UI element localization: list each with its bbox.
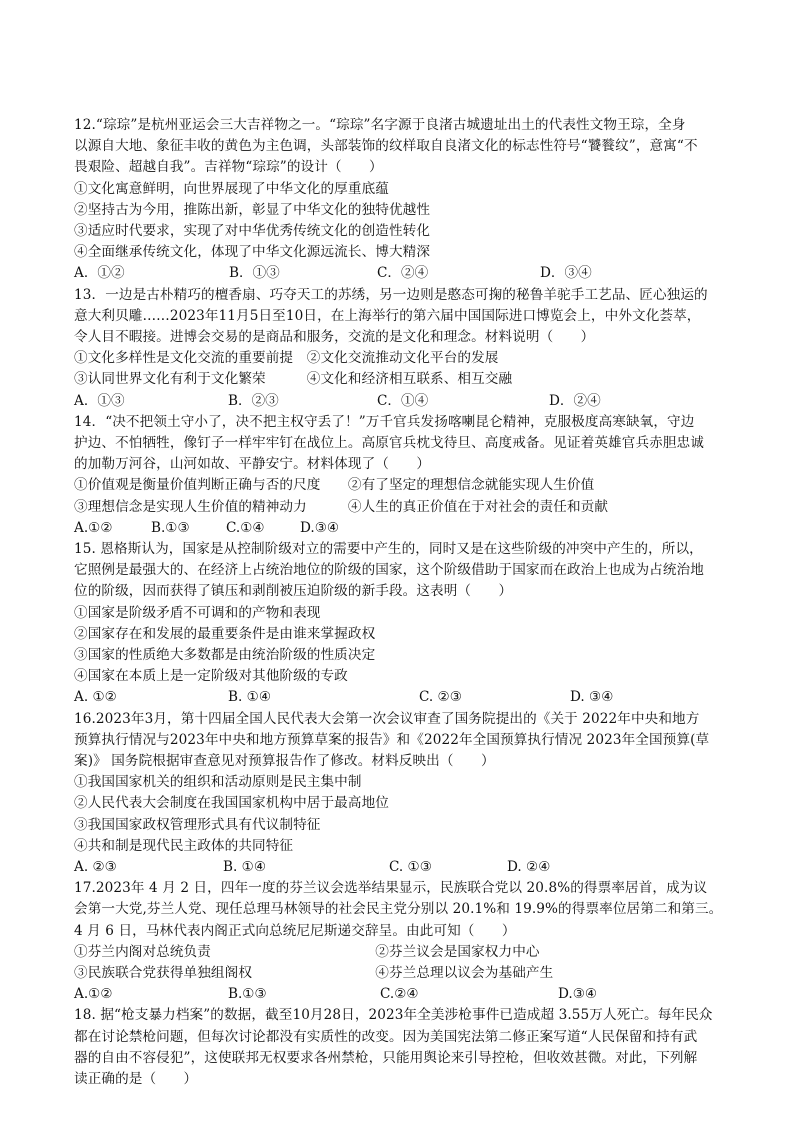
answer-option[interactable]: D. ②④ xyxy=(507,859,551,876)
question-stem-line: 14．“决不把领土守小了，决不把主权守丢了！”万千官兵发扬喀喇昆仑精神，克服极度高寒缺氧，守边 xyxy=(74,413,695,430)
answer-options xyxy=(74,518,724,539)
question-stem-line: 器的自由不容侵犯”，这使联邦无权要求各州禁枪，只能用舆论来引导控枪，但收效甚微。对此，下列解 xyxy=(74,1049,698,1066)
statement-item: ③我国国家政权管理形式具有代议制特征 xyxy=(74,816,321,833)
question-q16 xyxy=(74,709,724,879)
answer-options xyxy=(74,857,724,878)
question-stem-line: 17.2023年 4 月 2 日，四年一度的芬兰议会选举结果显示，民族联合党以 20.8%的得票率居首，成为议 xyxy=(74,880,708,897)
question-stem-line: 4 月 6 日，马林代表内阁正式向总统尼尼斯递交辞呈。由此可知（ ） xyxy=(74,922,516,939)
question-stem-line: 令人目不暇接。进博会交易的是商品和服务，交流的是文化和理念。材料说明（ ） xyxy=(74,329,595,346)
answer-option[interactable]: A. ②③ xyxy=(74,859,117,876)
question-q17 xyxy=(74,878,724,1005)
question-stem-line: 13．一边是古朴精巧的檀香扇、巧夺天工的苏绣，另一边则是憨态可掬的秘鲁羊驼手工艺品、匠心独运的 xyxy=(74,286,708,303)
question-stem-line: 15. 恩格斯认为，国家是从控制阶级对立的需要中产生的，同时又是在这些阶级的冲突中产生的，所以， xyxy=(74,541,703,558)
answer-option[interactable]: A．①② xyxy=(74,265,125,282)
answer-option[interactable]: B．②③ xyxy=(228,392,279,409)
answer-options xyxy=(74,391,724,412)
statement-item: ①文化寓意鲜明，向世界展现了中华文化的厚重底蕴 xyxy=(74,180,389,197)
answer-option[interactable]: D. ③④ xyxy=(570,689,614,706)
answer-options xyxy=(74,687,724,708)
question-stem-line: 的加勒万河谷，山河如故、平静安宁。材料体现了（ ） xyxy=(74,456,431,473)
statement-item: ④全面继承传统文化，体现了中华文化源远流长、博大精深 xyxy=(74,244,431,261)
question-q12 xyxy=(74,115,724,285)
answer-option[interactable]: B. ①④ xyxy=(228,689,272,706)
exam-page xyxy=(74,115,724,1090)
statement-item: ③民族联合党获得单独组阁权 ④芬兰总理以议会为基础产生 xyxy=(74,965,554,982)
question-stem-line: 位的阶级，因而获得了镇压和剥削被压迫阶级的新手段。这表明（ ） xyxy=(74,583,513,600)
statement-item: ②坚持古为今用，推陈出新，彰显了中华文化的独特优越性 xyxy=(74,201,431,218)
answer-option[interactable]: D.③④ xyxy=(558,986,598,1003)
statement-item: ①我国国家机关的组织和活动原则是民主集中制 xyxy=(74,774,362,791)
answer-options xyxy=(74,263,724,284)
statement-item: ①价值观是衡量价值判断正确与否的尺度 ②有了坚定的理想信念就能实现人生价值 xyxy=(74,477,595,494)
answer-option[interactable]: B. ①④ xyxy=(223,859,267,876)
question-stem-line: 案)》 国务院根据审查意见对预算报告作了修改。材料反映出（ ） xyxy=(74,753,495,770)
question-q13 xyxy=(74,285,724,412)
question-stem-line: 12.“琮琮”是杭州亚运会三大吉祥物之一。“琮琮”名字源于良渚古城遗址出土的代表性文物王琮，全身 xyxy=(74,117,686,133)
statement-item: ②国家存在和发展的最重要条件是由谁来掌握政权 xyxy=(74,625,376,642)
statement-item: ③理想信念是实现人生价值的精神动力 ④人生的真正价值在于对社会的责任和贡献 xyxy=(74,498,609,515)
answer-option[interactable]: C.②④ xyxy=(380,986,419,1003)
answer-option[interactable]: C.①④ xyxy=(226,519,265,536)
question-stem-line: 18. 据“枪支暴力档案”的数据，截至10月28日，2023年全美涉枪事件已造成超 3.55万人死亡。每年民众 xyxy=(74,1007,713,1024)
statement-item: ④共和制是现代民主政体的共同特征 xyxy=(74,837,294,854)
answer-option[interactable]: A.①② xyxy=(74,986,113,1003)
question-stem-line: 畏艰险、超越自我”。吉祥物“琮琮”的设计（ ） xyxy=(74,159,383,176)
answer-option[interactable]: B.①③ xyxy=(151,519,190,536)
statement-item: ③适应时代要求，实现了对中华优秀传统文化的创造性转化 xyxy=(74,223,431,240)
statement-item: ①国家是阶级矛盾不可调和的产物和表现 xyxy=(74,604,321,621)
answer-option[interactable]: D．③④ xyxy=(540,265,592,282)
statement-item: ③认同世界文化有利于文化繁荣 ④文化和经济相互联系、相互交融 xyxy=(74,371,513,388)
question-q18 xyxy=(74,1005,724,1090)
question-stem-line: 它照例是最强大的、在经济上占统治地位的阶级的国家，这个阶级借助于国家而在政治上也成为占统治地 xyxy=(74,562,704,579)
statement-item: ④国家在本质上是一定阶级对其他阶级的专政 xyxy=(74,668,348,685)
statement-item: ①芬兰内阁对总统负责 ②芬兰议会是国家权力中心 xyxy=(74,943,540,960)
answer-option[interactable]: C．①④ xyxy=(377,392,429,409)
answer-option[interactable]: C. ①③ xyxy=(389,859,432,876)
answer-option[interactable]: B．①③ xyxy=(229,265,280,282)
statement-item: ③国家的性质绝大多数都是由统治阶级的性质决定 xyxy=(74,647,376,664)
answer-option[interactable]: C. ②③ xyxy=(419,689,462,706)
question-stem-line: 会第一大党,芬兰人党、现任总理马林领导的社会民主党分别以 20.1%和 19.9%的得票率位居第二和第三。 xyxy=(74,901,723,918)
answer-option[interactable]: A. ①② xyxy=(74,689,117,706)
answer-option[interactable]: D．②④ xyxy=(549,392,601,409)
question-stem-line: 读正确的是（ ） xyxy=(74,1071,198,1088)
answer-option[interactable]: A.①② xyxy=(74,519,113,536)
question-stem-line: 意大利贝雕……2023年11月5日至10日，在上海举行的第六届中国国际进口博览会上，中外文化荟萃， xyxy=(74,307,701,324)
question-q14 xyxy=(74,412,724,539)
question-q15 xyxy=(74,539,724,709)
answer-option[interactable]: D.③④ xyxy=(300,519,340,536)
question-stem-line: 16.2023年3月，第十四届全国人民代表大会第一次会议审查了国务院提出的《关于 2022年中央和地方 xyxy=(74,710,700,727)
answer-option[interactable]: C．②④ xyxy=(377,265,429,282)
question-stem-line: 预算执行情况与2023年中央和地方预算草案的报告》和《2022年全国预算执行情况 2023年全国预算(草 xyxy=(74,731,710,748)
question-stem-line: 以源自大地、象征丰收的黄色为主色调，头部装饰的纹样取自良渚文化的标志性符号“饕餮纹”，意寓“不 xyxy=(74,138,698,155)
answer-option[interactable]: B.①③ xyxy=(228,986,267,1003)
statement-item: ②人民代表大会制度在我国国家机构中居于最高地位 xyxy=(74,795,389,812)
question-stem-line: 都在讨论禁枪问题，但每次讨论都没有实质性的改变。因为美国宪法第二修正案写道“人民保留和持有武 xyxy=(74,1028,698,1045)
answer-options xyxy=(74,984,724,1005)
statement-item: ①文化多样性是文化交流的重要前提 ②文化交流推动文化平台的发展 xyxy=(74,350,499,367)
answer-option[interactable]: A．①③ xyxy=(74,392,125,409)
question-stem-line: 护边、不怕牺牲，像钉子一样牢牢钉在战位上。高原官兵枕戈待旦、高度戒备。见证着英雄官兵赤胆忠诚 xyxy=(74,435,704,452)
